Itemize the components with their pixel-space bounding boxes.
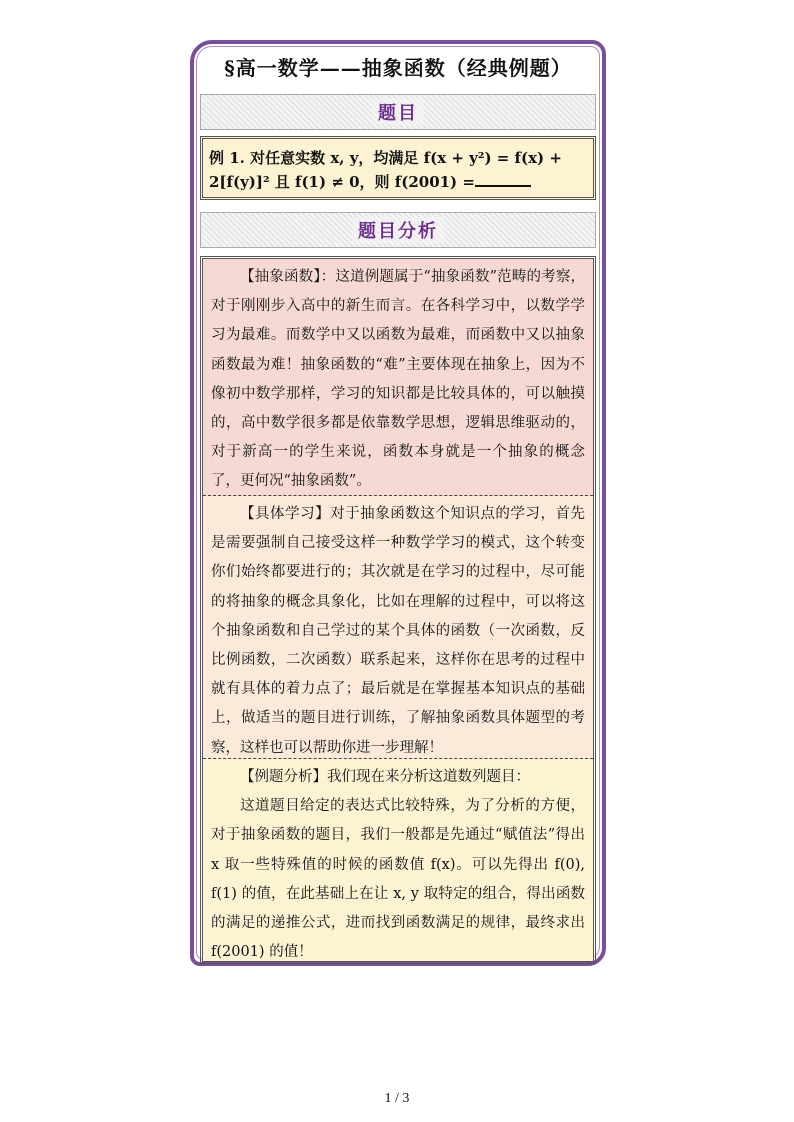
answer-blank	[475, 171, 531, 187]
question-line-1: 例 1. 对任意实数 x, y，均满足 f(x + y²) = f(x) +	[209, 149, 562, 167]
example-analysis-paragraph	[203, 759, 593, 961]
question-line-2	[209, 170, 587, 194]
page-number: 1 / 3	[384, 1091, 410, 1106]
analysis-box	[200, 256, 596, 964]
example-analysis-body: 这道题目给定的表达式比较特殊，为了分析的方便，对于抽象函数的题目，我们一般都是先通过“赋值法”得出 x 取一些特殊值的时候的函数值 f(x)。可以先得出 f(0), f(1) 的值，在此基础上在让 x, y 取特定的组合，得出函数的满足的递推公式，进而找到函数满足的规律，最终求出 f(2001) 的值！	[211, 798, 585, 961]
question-box	[200, 136, 596, 200]
analysis-section-header	[200, 212, 596, 248]
question-line-2-text: 2[f(y)]² 且 f(1) ≠ 0，则 f(2001) =	[209, 173, 475, 191]
question-header-label: 题目	[372, 99, 424, 125]
analysis-header-label: 题目分析	[352, 217, 444, 243]
example-analysis-intro: 【例题分析】我们现在来分析这道数列题目：	[240, 769, 530, 785]
abstract-function-paragraph: 【抽象函数】：这道例题属于“抽象函数”范畴的考察，对于刚刚步入高中的新生而言。在各科学习中，以数学学习为最难。而数学中又以函数为最难，而函数中又以抽象函数最为难！抽象函数的“难”主要体现在抽象上，因为不像初中数学那样，学习的知识都是比较具体的，可以触摸的，高中数学很多都是依靠数学思想，逻辑思维驱动的，对于新高一的学生来说，函数本身就是一个抽象的概念了，更何况“抽象函数”。	[203, 259, 593, 496]
specific-study-paragraph: 【具体学习】对于抽象函数这个知识点的学习，首先是需要强制自己接受这样一种数学学习的模式，这个转变你们始终都要进行的；其次就是在学习的过程中，尽可能的将抽象的概念具象化，比如在理解的过程中，可以将这个抽象函数和自己学过的某个具体的函数（一次函数，反比例函数，二次函数）联系起来，这样你在思考的过程中就有具体的着力点了；最后就是在掌握基本知识点的基础上，做适当的题目进行训练，了解抽象函数具体题型的考察，这样也可以帮助你进一步理解！	[203, 496, 593, 759]
document-title: §高一数学——抽象函数（经典例题）	[224, 56, 572, 80]
question-section-header	[200, 94, 596, 130]
